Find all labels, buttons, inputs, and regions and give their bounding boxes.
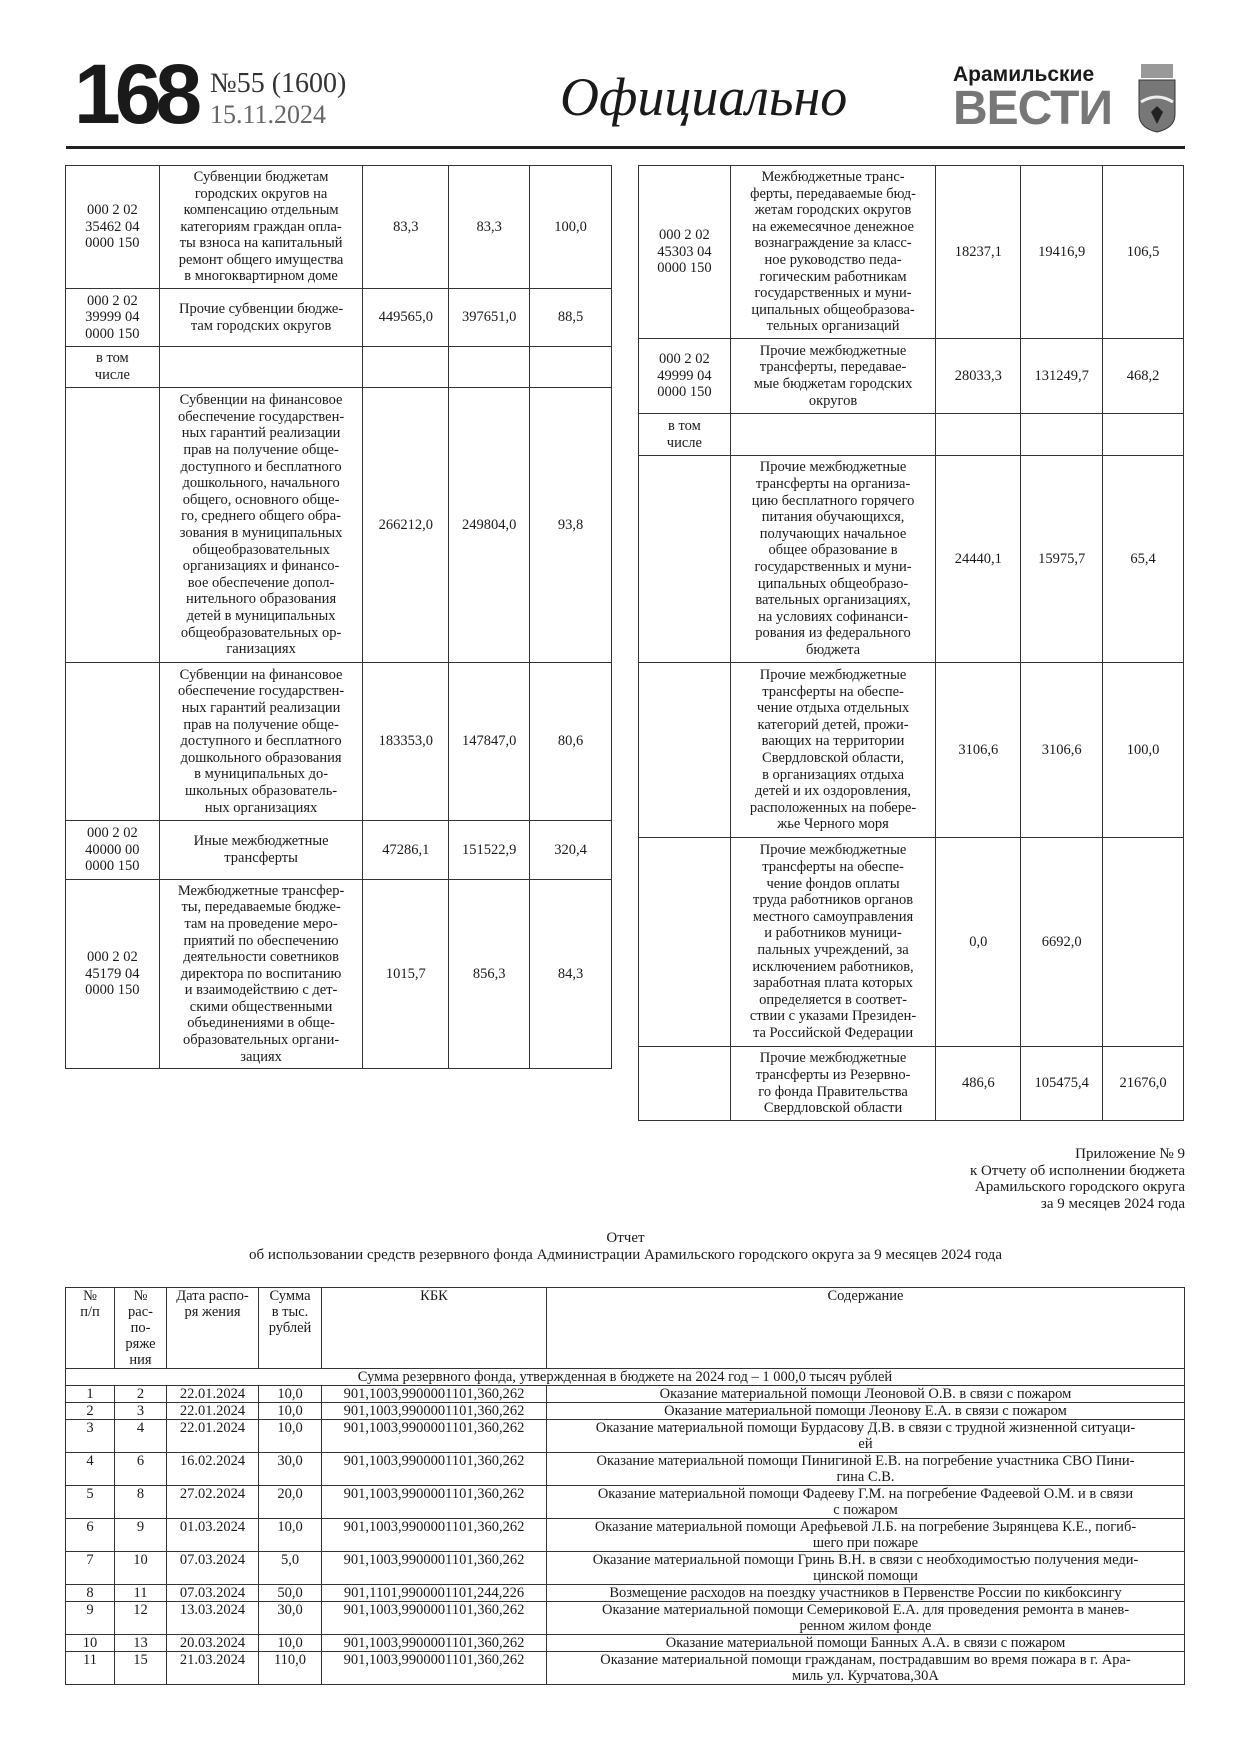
cell-pct: 100,0 xyxy=(1103,663,1184,838)
cell-row-number: 11 xyxy=(66,1652,115,1685)
table-header-row xyxy=(66,1288,1185,1369)
cell-code: 000 2 02 49999 04 0000 150 xyxy=(639,339,731,414)
cell-row-number: 4 xyxy=(66,1453,115,1486)
cell-name: Субвенции на финансовое обеспечение государствен- ных гарантий реализации прав на получение обще- доступного и бесплатного дошкольного, начального общего, основного обще- го, среднего общего обра- зования в муниципальных общеобразовательных организациях и финансо- вое обеспечение допол- нительного образования детей в муниципальных общеобразовательных ор- ганизациях xyxy=(159,388,363,663)
cell-kbk: 901,1003,9900001101,360,262 xyxy=(322,1386,547,1403)
cell-amount: 10,0 xyxy=(259,1420,322,1453)
cell-name: Межбюджетные трансфер- ты, передаваемые бюдже- там на проведение меро- приятий по обеспечению деятельности советников директора по воспитанию и взаимодействию с дет- скими общественными объединениями в обще- образовательных органи- зациях xyxy=(159,880,363,1069)
coat-of-arms-icon xyxy=(1133,62,1181,134)
cell-amount: 20,0 xyxy=(259,1486,322,1519)
cell-name: Субвенции бюджетам городских округов на компенсацию отдельным категориям граждан опла- ты взноса на капитальный ремонт общего имущества в многоквартирном доме xyxy=(159,166,363,289)
column-header: Сумма в тыс. рублей xyxy=(259,1288,322,1369)
cell-row-number: 6 xyxy=(66,1519,115,1552)
cell-fact: 131249,7 xyxy=(1021,339,1103,414)
cell-fact: 3106,6 xyxy=(1021,663,1103,838)
table-row xyxy=(66,1453,1185,1486)
table-row xyxy=(66,347,612,388)
cell-kbk: 901,1101,9900001101,244,226 xyxy=(322,1585,547,1602)
table-row xyxy=(639,339,1184,414)
cell-pct xyxy=(530,347,612,388)
table-row xyxy=(66,1403,1185,1420)
cell-fact: 397651,0 xyxy=(449,289,530,347)
cell-order-date: 27.02.2024 xyxy=(167,1486,259,1519)
table-row xyxy=(66,1519,1185,1552)
cell-order-date: 22.01.2024 xyxy=(167,1420,259,1453)
column-header: Содержание xyxy=(547,1288,1185,1369)
table-row xyxy=(66,1585,1185,1602)
cell-name: Прочие межбюджетные трансферты из Резервно- го фонда Правительства Свердловской области xyxy=(730,1047,936,1121)
cell-name: Межбюджетные транс- ферты, передаваемые бюд- жетам городских округов на ежемесячное денежное вознаграждение за класс- ное руководство педа- гогическим работникам государственных и муни- ципальных общеобразова- тельных организаций xyxy=(730,166,936,339)
cell-order-date: 22.01.2024 xyxy=(167,1386,259,1403)
cell-fact: 6692,0 xyxy=(1021,838,1103,1047)
cell-plan xyxy=(936,414,1021,456)
cell-kbk: 901,1003,9900001101,360,262 xyxy=(322,1403,547,1420)
cell-pct: 468,2 xyxy=(1103,339,1184,414)
appendix-note: Приложение № 9 к Отчету об исполнении бюджета Арамильского городского округа за 9 месяцев 2024 года xyxy=(969,1146,1185,1212)
cell-name: Прочие субвенции бюдже- там городских округов xyxy=(159,289,363,347)
issue-date: 15.11.2024 xyxy=(210,100,327,129)
table-row xyxy=(66,1635,1185,1652)
total-row xyxy=(66,1369,1185,1386)
cell-description: Оказание материальной помощи Банных А.А. в связи с пожаром xyxy=(547,1635,1185,1652)
cell-pct: 88,5 xyxy=(530,289,612,347)
cell-name: Прочие межбюджетные трансферты на обеспе- чение фондов оплаты труда работников органов местного самоуправления и работников муници- пальных учреждений, за исключением работников, заработная плата которых определяется в соответ- ствии с указами Президен- та Российской Федерации xyxy=(730,838,936,1047)
table-row xyxy=(66,821,612,880)
cell-kbk: 901,1003,9900001101,360,262 xyxy=(322,1486,547,1519)
cell-kbk: 901,1003,9900001101,360,262 xyxy=(322,1519,547,1552)
cell-code: 000 2 02 45303 04 0000 150 xyxy=(639,166,731,339)
cell-kbk: 901,1003,9900001101,360,262 xyxy=(322,1652,547,1685)
cell-name xyxy=(730,414,936,456)
table-row xyxy=(639,1047,1184,1121)
column-header: КБК xyxy=(322,1288,547,1369)
cell-order-number: 3 xyxy=(115,1403,167,1420)
cell-order-number: 8 xyxy=(115,1486,167,1519)
cell-name: Прочие межбюджетные трансферты на обеспе- чение отдыха отдельных категорий детей, прожи- вающих на территории Свердловской области, в организациях отдыха детей и их оздоровления, расположенных на побере- жье Черного моря xyxy=(730,663,936,838)
header-rule xyxy=(66,146,1185,149)
table-row xyxy=(66,663,612,821)
table-row xyxy=(66,880,612,1069)
cell-order-number: 2 xyxy=(115,1386,167,1403)
cell-code xyxy=(66,663,160,821)
cell-description: Оказание материальной помощи Гринь В.Н. в связи с необходимостью получения меди- цинской помощи xyxy=(547,1552,1185,1585)
cell-order-number: 4 xyxy=(115,1420,167,1453)
cell-order-date: 07.03.2024 xyxy=(167,1585,259,1602)
table-row xyxy=(639,166,1184,339)
cell-description: Оказание материальной помощи Фадееву Г.М. на погребение Фадеевой О.М. и в связи с пожаром xyxy=(547,1486,1185,1519)
cell-pct: 320,4 xyxy=(530,821,612,880)
cell-order-date: 22.01.2024 xyxy=(167,1403,259,1420)
cell-row-number: 8 xyxy=(66,1585,115,1602)
cell-description: Оказание материальной помощи гражданам, пострадавшим во время пожара в г. Ара- миль ул. Курчатова,30А xyxy=(547,1652,1185,1685)
table-row xyxy=(639,663,1184,838)
table-row xyxy=(66,1386,1185,1403)
cell-fact xyxy=(1021,414,1103,456)
cell-order-date: 21.03.2024 xyxy=(167,1652,259,1685)
logo-line-2: ВЕСТИ xyxy=(953,82,1112,135)
cell-kbk: 901,1003,9900001101,360,262 xyxy=(322,1453,547,1486)
cell-code xyxy=(639,838,731,1047)
cell-plan: 1015,7 xyxy=(363,880,449,1069)
total-row-cell: Сумма резервного фонда, утвержденная в бюджете на 2024 год – 1 000,0 тысяч рублей xyxy=(66,1369,1185,1386)
cell-amount: 10,0 xyxy=(259,1386,322,1403)
cell-order-number: 11 xyxy=(115,1585,167,1602)
column-header: № рас- по- ряже ния xyxy=(115,1288,167,1369)
cell-plan xyxy=(363,347,449,388)
cell-amount: 5,0 xyxy=(259,1552,322,1585)
cell-pct: 106,5 xyxy=(1103,166,1184,339)
cell-pct: 93,8 xyxy=(530,388,612,663)
table-row xyxy=(66,166,612,289)
table-row xyxy=(66,1552,1185,1585)
cell-row-number: 5 xyxy=(66,1486,115,1519)
cell-fact: 249804,0 xyxy=(449,388,530,663)
cell-plan: 0,0 xyxy=(936,838,1021,1047)
cell-plan: 28033,3 xyxy=(936,339,1021,414)
cell-plan: 3106,6 xyxy=(936,663,1021,838)
cell-fact: 147847,0 xyxy=(449,663,530,821)
cell-fact: 856,3 xyxy=(449,880,530,1069)
table-row xyxy=(66,1652,1185,1685)
table-row xyxy=(66,1420,1185,1453)
cell-kbk: 901,1003,9900001101,360,262 xyxy=(322,1420,547,1453)
cell-kbk: 901,1003,9900001101,360,262 xyxy=(322,1552,547,1585)
cell-order-number: 13 xyxy=(115,1635,167,1652)
cell-pct: 65,4 xyxy=(1103,456,1184,663)
cell-order-number: 15 xyxy=(115,1652,167,1685)
newspaper-logo xyxy=(953,64,1113,133)
cell-code: 000 2 02 45179 04 0000 150 xyxy=(66,880,160,1069)
cell-name: Прочие межбюджетные трансферты на организа- цию бесплатного горячего питания обучающихся, получающих начальное общее образование в государственных и муни- ципальных общеобразо- вательных организациях, на условиях софинанси- рования из федерального бюджета xyxy=(730,456,936,663)
cell-name: Субвенции на финансовое обеспечение государствен- ных гарантий реализации прав на получение обще- доступного и бесплатного дошкольного образования в муниципальных до- школьных образователь- ных организациях xyxy=(159,663,363,821)
cell-row-number: 1 xyxy=(66,1386,115,1403)
cell-plan: 486,6 xyxy=(936,1047,1021,1121)
cell-code xyxy=(639,1047,731,1121)
cell-description: Оказание материальной помощи Бурдасову Д.В. в связи с трудной жизненной ситуаци- ей xyxy=(547,1420,1185,1453)
cell-code: 000 2 02 40000 00 0000 150 xyxy=(66,821,160,880)
cell-plan: 47286,1 xyxy=(363,821,449,880)
cell-code xyxy=(66,388,160,663)
cell-name: Иные межбюджетные трансферты xyxy=(159,821,363,880)
page-number: 168 xyxy=(74,47,197,141)
cell-pct: 100,0 xyxy=(530,166,612,289)
column-header: Дата распо- ря жения xyxy=(167,1288,259,1369)
table-row xyxy=(639,838,1184,1047)
cell-amount: 30,0 xyxy=(259,1453,322,1486)
cell-amount: 30,0 xyxy=(259,1602,322,1635)
report-title-main: Отчет xyxy=(606,1230,645,1246)
cell-description: Оказание материальной помощи Пинигиной Е.В. на погребение участника СВО Пини- гина С.В. xyxy=(547,1453,1185,1486)
table-row xyxy=(66,1602,1185,1635)
cell-description: Оказание материальной помощи Леоновой О.В. в связи с пожаром xyxy=(547,1386,1185,1403)
cell-plan: 24440,1 xyxy=(936,456,1021,663)
cell-plan: 83,3 xyxy=(363,166,449,289)
cell-order-date: 07.03.2024 xyxy=(167,1552,259,1585)
cell-row-number: 10 xyxy=(66,1635,115,1652)
right-budget-table xyxy=(638,165,1184,1121)
section-title: Официально xyxy=(560,67,848,127)
cell-order-number: 6 xyxy=(115,1453,167,1486)
cell-amount: 110,0 xyxy=(259,1652,322,1685)
cell-plan: 266212,0 xyxy=(363,388,449,663)
cell-row-number: 9 xyxy=(66,1602,115,1635)
cell-order-date: 20.03.2024 xyxy=(167,1635,259,1652)
cell-amount: 10,0 xyxy=(259,1519,322,1552)
cell-amount: 50,0 xyxy=(259,1585,322,1602)
cell-pct xyxy=(1103,838,1184,1047)
cell-row-number: 7 xyxy=(66,1552,115,1585)
cell-order-number: 12 xyxy=(115,1602,167,1635)
cell-name xyxy=(159,347,363,388)
cell-plan: 18237,1 xyxy=(936,166,1021,339)
cell-order-date: 13.03.2024 xyxy=(167,1602,259,1635)
cell-fact: 15975,7 xyxy=(1021,456,1103,663)
cell-code xyxy=(639,663,731,838)
left-budget-table xyxy=(65,165,612,1069)
table-row xyxy=(639,414,1184,456)
cell-code: в том числе xyxy=(66,347,160,388)
cell-name: Прочие межбюджетные трансферты, передавае- мые бюджетам городских округов xyxy=(730,339,936,414)
cell-description: Оказание материальной помощи Семериковой Е.А. для проведения ремонта в манев- ренном жилом фонде xyxy=(547,1602,1185,1635)
cell-order-number: 10 xyxy=(115,1552,167,1585)
cell-amount: 10,0 xyxy=(259,1403,322,1420)
table-row xyxy=(66,1486,1185,1519)
table-row xyxy=(66,289,612,347)
report-title xyxy=(66,1230,1185,1263)
cell-pct xyxy=(1103,414,1184,456)
cell-code: 000 2 02 35462 04 0000 150 xyxy=(66,166,160,289)
cell-row-number: 2 xyxy=(66,1403,115,1420)
reserve-fund-table xyxy=(65,1287,1185,1685)
cell-description: Оказание материальной помощи Арефьевой Л.Б. на погребение Зырянцева К.Е., погиб- шего при пожаре xyxy=(547,1519,1185,1552)
cell-fact: 105475,4 xyxy=(1021,1047,1103,1121)
table-row xyxy=(639,456,1184,663)
column-header: № п/п xyxy=(66,1288,115,1369)
report-subtitle: об использовании средств резервного фонда Администрации Арамильского городского округа за 9 месяцев 2024 года xyxy=(249,1246,1002,1263)
cell-order-date: 16.02.2024 xyxy=(167,1453,259,1486)
cell-pct: 80,6 xyxy=(530,663,612,821)
cell-pct: 84,3 xyxy=(530,880,612,1069)
cell-row-number: 3 xyxy=(66,1420,115,1453)
cell-description: Оказание материальной помощи Леонову Е.А. в связи с пожаром xyxy=(547,1403,1185,1420)
cell-code: в том числе xyxy=(639,414,731,456)
cell-amount: 10,0 xyxy=(259,1635,322,1652)
cell-plan: 183353,0 xyxy=(363,663,449,821)
cell-fact: 19416,9 xyxy=(1021,166,1103,339)
cell-pct: 21676,0 xyxy=(1103,1047,1184,1121)
cell-description: Возмещение расходов на поездку участников в Первенстве России по кикбоксингу xyxy=(547,1585,1185,1602)
cell-kbk: 901,1003,9900001101,360,262 xyxy=(322,1602,547,1635)
cell-fact: 83,3 xyxy=(449,166,530,289)
cell-fact: 151522,9 xyxy=(449,821,530,880)
logo-line-1: Арамильские xyxy=(953,63,1095,86)
cell-code xyxy=(639,456,731,663)
cell-fact xyxy=(449,347,530,388)
cell-plan: 449565,0 xyxy=(363,289,449,347)
cell-code: 000 2 02 39999 04 0000 150 xyxy=(66,289,160,347)
table-row xyxy=(66,388,612,663)
cell-kbk: 901,1003,9900001101,360,262 xyxy=(322,1635,547,1652)
cell-order-date: 01.03.2024 xyxy=(167,1519,259,1552)
issue-number: №55 (1600) xyxy=(210,68,347,99)
cell-order-number: 9 xyxy=(115,1519,167,1552)
